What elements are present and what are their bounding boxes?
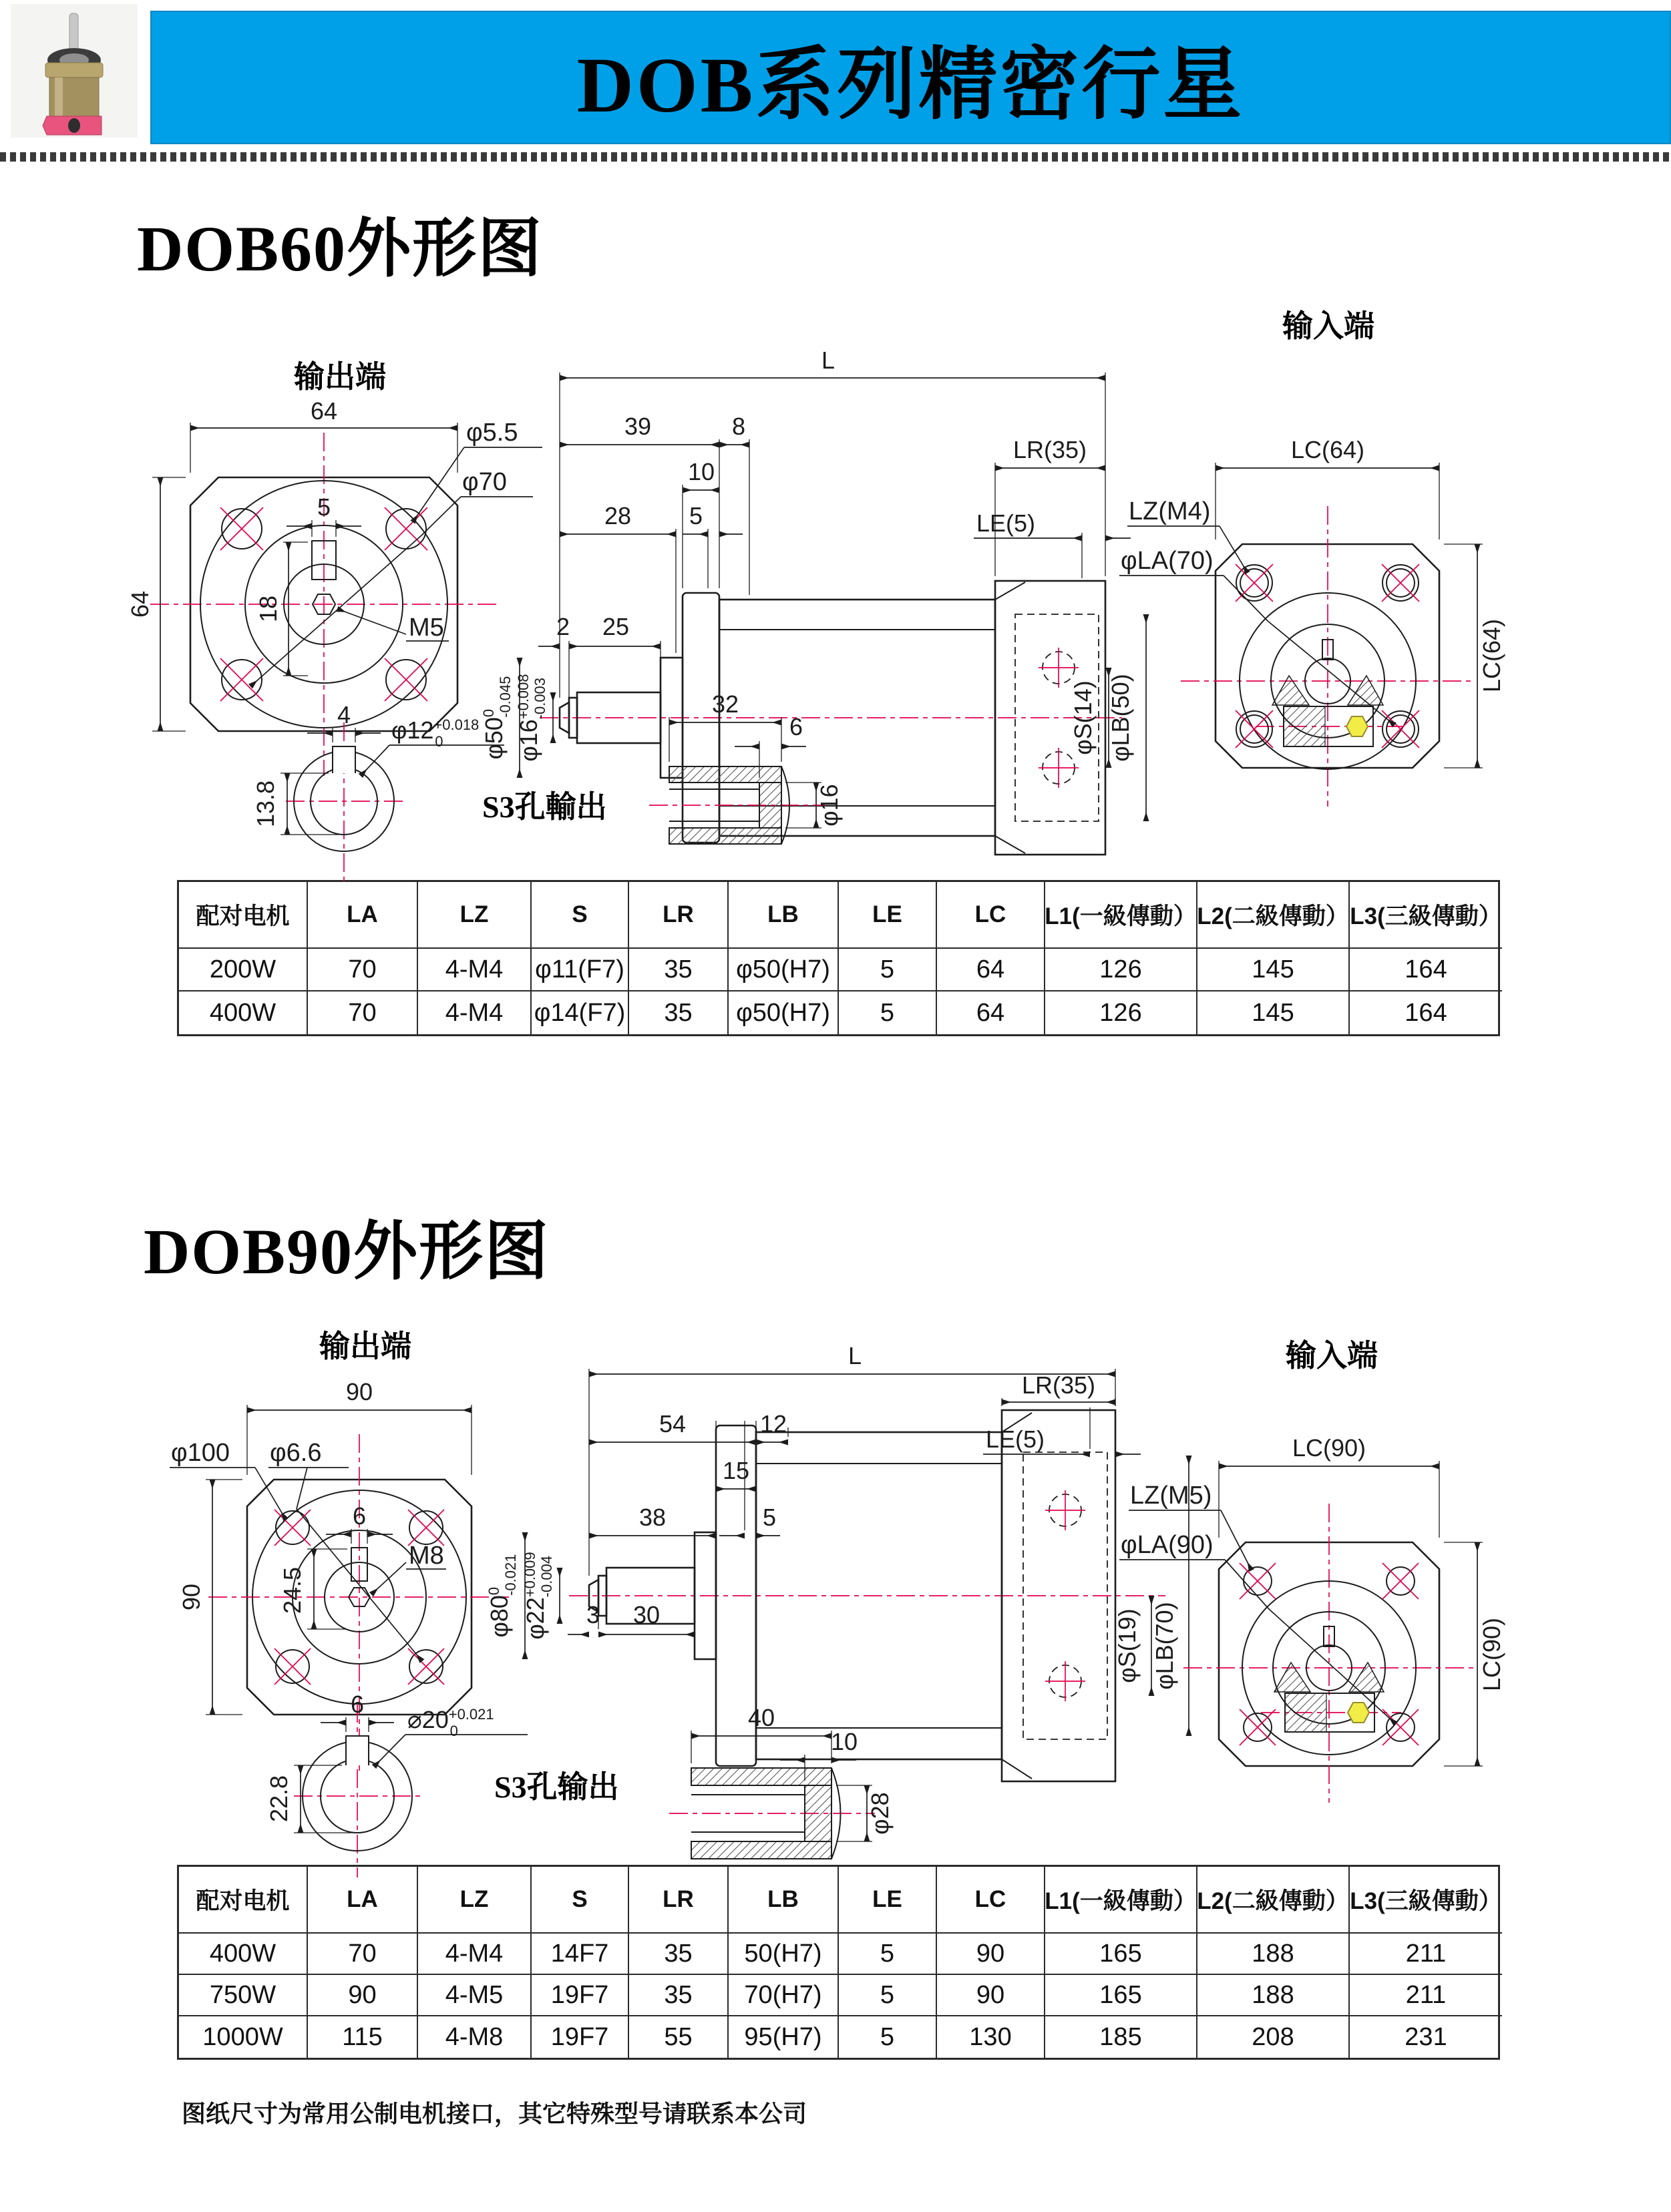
dob90-input-end-label: 输入端 bbox=[1286, 1339, 1378, 1373]
dim-text: 13.8 bbox=[252, 780, 279, 828]
table-cell: 185 bbox=[1045, 2016, 1197, 2058]
dim-text: LC(90) bbox=[1292, 1434, 1366, 1462]
clamp-screw bbox=[1346, 716, 1368, 736]
dim-text: LE(5) bbox=[986, 1425, 1045, 1453]
table-header-cell: LC bbox=[937, 1867, 1045, 1934]
shaft-dia-label: $⌀20^{+0.021}$ 0 bbox=[407, 1706, 494, 1739]
table-cell: 200W bbox=[179, 949, 308, 991]
hatch-wedge bbox=[1274, 1663, 1310, 1692]
table-cell: 4-M8 bbox=[418, 2016, 532, 2058]
table-cell: 35 bbox=[629, 1975, 729, 2016]
wall-section bbox=[691, 1841, 831, 1859]
dim-text: 10 bbox=[830, 1728, 858, 1755]
dim-text: 6 bbox=[350, 1691, 365, 1718]
clamp-hatch bbox=[1284, 706, 1325, 746]
dim-text: 39 bbox=[624, 413, 652, 440]
end-flange-section bbox=[759, 783, 781, 828]
clamp-screw bbox=[1348, 1703, 1369, 1723]
dob90-output-end-label: 输出端 bbox=[319, 1329, 411, 1363]
dob60-s3-section bbox=[649, 690, 843, 844]
table-cell: 90 bbox=[308, 1975, 418, 2016]
table-cell: 126 bbox=[1045, 949, 1197, 991]
dim-text: 38 bbox=[638, 1504, 667, 1531]
table-cell: 750W bbox=[179, 1975, 308, 2016]
dim-text: LR(35) bbox=[1021, 1371, 1096, 1399]
lz-label: LZ(M4) bbox=[1129, 497, 1211, 525]
hatch-wedge bbox=[1349, 1663, 1384, 1692]
table-cell: 95(H7) bbox=[729, 2016, 839, 2058]
tap-label: M5 bbox=[409, 614, 444, 642]
table-header-cell: LE bbox=[839, 882, 937, 949]
pilot-dia-label: φ70 bbox=[462, 468, 507, 496]
table-header-cell: LC bbox=[937, 882, 1045, 949]
dim-text: 54 bbox=[659, 1410, 687, 1437]
pilot-dia-label: φ100 bbox=[171, 1439, 230, 1467]
table-header-cell: LB bbox=[729, 882, 839, 949]
dim-text: 18 bbox=[254, 595, 282, 623]
table-header-cell: L1(一級傳動） bbox=[1045, 882, 1197, 949]
table-cell: 70 bbox=[308, 1934, 418, 1975]
dim-text: 40 bbox=[747, 1704, 775, 1731]
page-title: DOB系列精密行星 bbox=[576, 41, 1245, 129]
table-header-cell: 配对电机 bbox=[179, 882, 308, 949]
table-cell: 5 bbox=[839, 991, 937, 1034]
dim-text: 64 bbox=[310, 397, 338, 425]
table-header-cell: 配对电机 bbox=[179, 1867, 308, 1934]
dob90-section-title: DOB90外形图 bbox=[144, 1216, 550, 1287]
table-cell: φ50(H7) bbox=[729, 991, 839, 1034]
hatch-wedge bbox=[1272, 676, 1309, 705]
dim-text: 12 bbox=[759, 1410, 787, 1437]
table-header-cell: LE bbox=[839, 1867, 937, 1934]
table-cell: 400W bbox=[179, 1934, 308, 1975]
pilot-bore-label: φLB(50) bbox=[1107, 674, 1134, 762]
table-cell: 90 bbox=[937, 1975, 1045, 2016]
dim-text: 32 bbox=[711, 690, 739, 718]
table-cell: 14F7 bbox=[532, 1934, 629, 1975]
table-cell: 115 bbox=[308, 2016, 418, 2058]
dob90-s3-section bbox=[669, 1704, 894, 1859]
dob90-side-view bbox=[486, 1342, 1189, 1781]
table-cell: φ11(F7) bbox=[532, 949, 629, 991]
table-cell: 19F7 bbox=[532, 2016, 629, 2058]
pilot-bore-label: φLB(70) bbox=[1151, 1602, 1178, 1690]
table-cell: 4-M5 bbox=[418, 1975, 532, 2016]
table-cell: 5 bbox=[839, 2016, 937, 2058]
table-cell: 1000W bbox=[179, 2016, 308, 2058]
lz-label: LZ(M5) bbox=[1130, 1482, 1212, 1510]
coupling-dia-label: φS(14) bbox=[1069, 680, 1097, 755]
table-cell: 164 bbox=[1405, 998, 1447, 1027]
table-cell: 126 bbox=[1045, 991, 1197, 1034]
dim-text: 6 bbox=[352, 1502, 367, 1530]
dim-text: 4 bbox=[337, 701, 351, 728]
la-label: φLA(70) bbox=[1121, 547, 1214, 575]
table-cell: 4-M4 bbox=[418, 1934, 532, 1975]
table-cell: 35 bbox=[629, 991, 729, 1034]
dim-text: 24.5 bbox=[278, 1566, 306, 1614]
table-cell: 145 bbox=[1197, 949, 1350, 991]
dim-text: 5 bbox=[317, 493, 331, 521]
dim-text: LC(64) bbox=[1290, 436, 1365, 463]
table-header-cell: L3(三級傳動） bbox=[1350, 882, 1502, 949]
dob60-section-title: DOB60外形图 bbox=[137, 213, 544, 284]
table-header-cell: L3(三級傳動） bbox=[1350, 1867, 1502, 1934]
table-cell: 35 bbox=[629, 1934, 729, 1975]
table-cell: 165 bbox=[1045, 1975, 1197, 2016]
wall-section bbox=[691, 1768, 831, 1785]
table-header-cell: LA bbox=[308, 882, 418, 949]
table-cell: 211 bbox=[1350, 1975, 1502, 2016]
table-header-cell: LZ bbox=[418, 882, 532, 949]
dim-text: φ16 bbox=[815, 784, 843, 827]
dim-text: 5 bbox=[762, 1504, 777, 1531]
dim-text: 5 bbox=[689, 502, 703, 529]
dob90-s3-output-label: S3孔输出 bbox=[494, 1770, 619, 1804]
table-cell: 35 bbox=[629, 949, 729, 991]
table-cell: 211 bbox=[1350, 1934, 1502, 1975]
tap-label: M8 bbox=[409, 1542, 444, 1570]
dim-text: 30 bbox=[632, 1601, 661, 1628]
dim-text: LC(64) bbox=[1478, 618, 1505, 693]
table-cell: 5 bbox=[839, 1934, 937, 1975]
end-flange-section bbox=[805, 1785, 831, 1841]
la-label: φLA(90) bbox=[1121, 1531, 1214, 1559]
dim-text: LR(35) bbox=[1012, 436, 1087, 463]
table-cell: 64 bbox=[937, 949, 1045, 991]
dim-text: 28 bbox=[604, 502, 632, 529]
table-cell: 130 bbox=[937, 2016, 1045, 2058]
keyway-mask bbox=[346, 1736, 369, 1765]
dob60-shaft-detail bbox=[252, 701, 504, 881]
dob60-input-view bbox=[1119, 436, 1505, 807]
wall-section bbox=[669, 828, 781, 844]
table-cell: 70 bbox=[308, 991, 418, 1034]
table-header-cell: S bbox=[532, 882, 629, 949]
dim-text: 3 bbox=[586, 1601, 600, 1628]
table-cell: 19F7 bbox=[532, 1975, 629, 2016]
flange-dia-label: $\varphi 50^0-0.045$ bbox=[480, 676, 514, 760]
clamp-hatch bbox=[1285, 1693, 1326, 1732]
table-cell: 5 bbox=[839, 949, 937, 991]
dim-text: 25 bbox=[602, 613, 630, 640]
dim-text: 15 bbox=[722, 1457, 750, 1484]
wall-section bbox=[669, 766, 781, 783]
table-cell: 188 bbox=[1197, 1975, 1350, 2016]
dim-text: LE(5) bbox=[976, 509, 1036, 537]
table-header-cell: LA bbox=[308, 1867, 418, 1934]
table-header-cell: LR bbox=[629, 1867, 729, 1934]
table-cell: 5 bbox=[839, 1975, 937, 2016]
hole-dia-label: φ5.5 bbox=[466, 419, 518, 447]
table-cell: 55 bbox=[629, 2016, 729, 2058]
dob60-input-end-label: 输入端 bbox=[1282, 309, 1374, 343]
hole-dia-label: φ6.6 bbox=[270, 1439, 322, 1467]
table-cell: 231 bbox=[1405, 2022, 1447, 2051]
dim-text: LC(90) bbox=[1478, 1617, 1505, 1692]
table-cell: φ14(F7) bbox=[532, 991, 629, 1034]
dim-text: 6 bbox=[789, 713, 803, 740]
dob90-shaft-detail bbox=[265, 1691, 528, 1877]
keyway-mask bbox=[333, 746, 355, 773]
dob60-s3-output-label: S3孔輸出 bbox=[482, 790, 607, 824]
shaft-dia-label: $\varphi 12^{+0.018}$ 0 bbox=[391, 716, 480, 750]
table-cell: 400W bbox=[179, 991, 308, 1034]
footer-note: 图纸尺寸为常用公制电机接口，其它特殊型号请联系本公司 bbox=[182, 2100, 807, 2127]
dim-text: 10 bbox=[687, 458, 715, 485]
table-cell: 208 bbox=[1197, 2016, 1350, 2058]
dim-text: L bbox=[848, 1342, 862, 1369]
table-header-cell: L2(二級傳動） bbox=[1197, 1867, 1350, 1934]
table-cell: φ50(H7) bbox=[729, 949, 839, 991]
table-header-cell: LB bbox=[729, 1867, 839, 1934]
table-cell: 4-M4 bbox=[418, 949, 532, 991]
dim-text: 90 bbox=[178, 1583, 205, 1611]
table-cell: 70(H7) bbox=[729, 1975, 839, 2016]
dob60-side-view bbox=[480, 347, 1146, 855]
dim-text: 64 bbox=[126, 590, 154, 618]
dim-text: L bbox=[821, 347, 836, 374]
table-header-cell: L1(一級傳動） bbox=[1045, 1867, 1197, 1934]
table-cell: 90 bbox=[937, 1934, 1045, 1975]
table-cell: 165 bbox=[1045, 1934, 1197, 1975]
dob60-output-end-label: 输出端 bbox=[294, 360, 386, 394]
spigot-dia-label: $\varphi 16^{+0.008}-0.003$ bbox=[515, 674, 548, 762]
coupling-dia-label: φS(19) bbox=[1113, 1608, 1141, 1683]
dim-text: 8 bbox=[731, 413, 746, 440]
table-header-cell: LR bbox=[629, 882, 729, 949]
table-cell: 50(H7) bbox=[729, 1934, 839, 1975]
table-cell: 4-M4 bbox=[418, 991, 532, 1034]
table-cell: 64 bbox=[937, 991, 1045, 1034]
dim-text: 90 bbox=[345, 1378, 373, 1405]
table-cell: 70 bbox=[308, 949, 418, 991]
dim-text: φ28 bbox=[866, 1792, 894, 1835]
flange-dia-label: $\varphi 80^0-0.021$ bbox=[486, 1554, 519, 1638]
table-cell: 164 bbox=[1350, 949, 1502, 991]
table-header-cell: L2(二級傳動） bbox=[1197, 882, 1350, 949]
table-header-cell: S bbox=[532, 1867, 629, 1934]
dim-text: 2 bbox=[556, 613, 570, 640]
table-cell: 145 bbox=[1197, 991, 1350, 1034]
table-cell: 188 bbox=[1197, 1934, 1350, 1975]
table-header-cell: LZ bbox=[418, 1867, 532, 1934]
spigot-dia-label: $\varphi 22^{+0.009}-0.004$ bbox=[522, 1552, 555, 1640]
dim-text: 22.8 bbox=[265, 1775, 293, 1823]
